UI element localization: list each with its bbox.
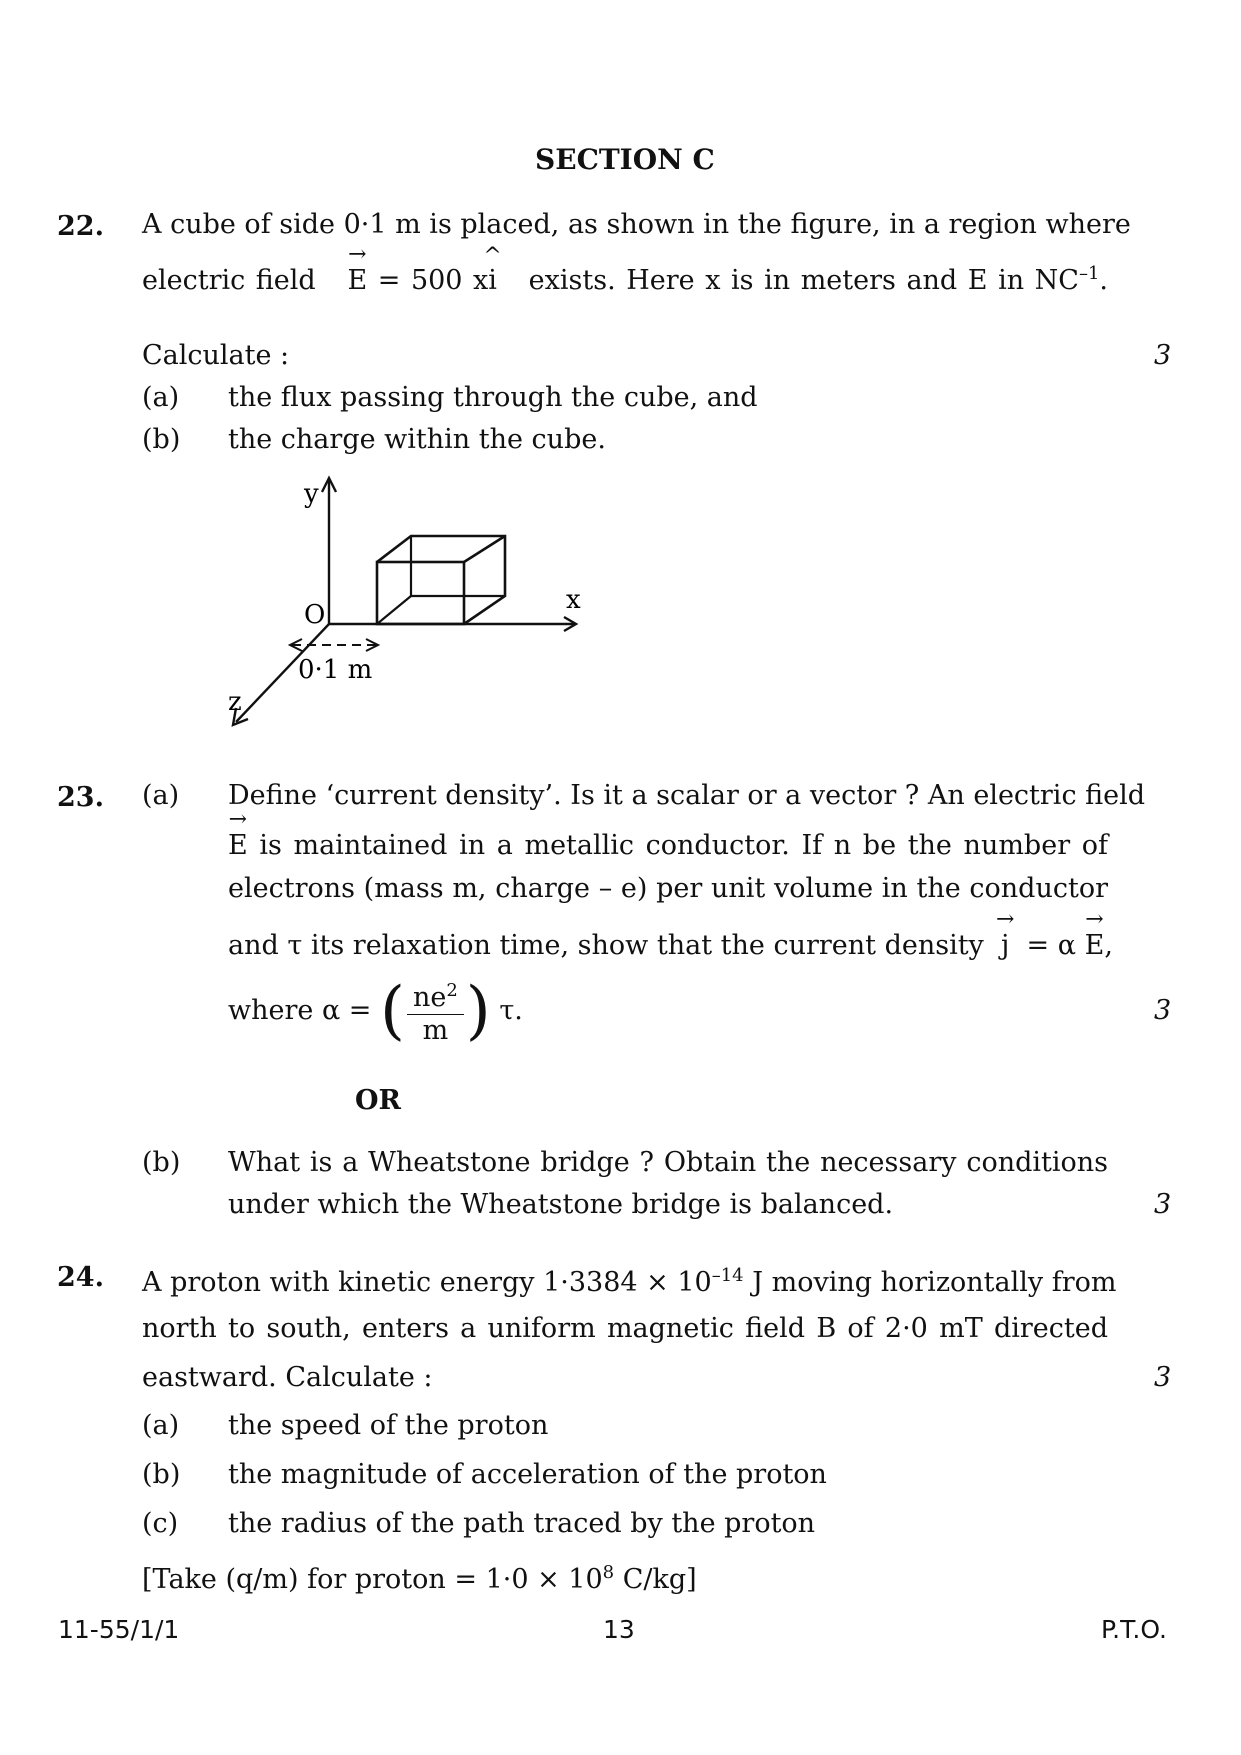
q24-part-b-text: the magnitude of acceleration of the proton <box>228 1459 827 1490</box>
vector-E: → E <box>228 807 248 861</box>
unit-vector-i: ^ i <box>483 244 502 296</box>
q23-a-line1: Define ‘current density’. Is it a scalar or a vector ? An electric field <box>228 780 1146 811</box>
q24-part-a-text: the speed of the proton <box>228 1410 549 1441</box>
dimension-label: 0·1 m <box>298 655 373 685</box>
q24-part-c-text: the radius of the path traced by the proton <box>228 1508 816 1539</box>
q22-line2: electric field → E = 500 x ^ i exists. Here x is in meters and E in $NC^{-1}$. <box>142 242 1108 296</box>
origin-label: O <box>304 600 326 630</box>
q24-marks: 3 <box>1154 1362 1172 1393</box>
cube-figure <box>200 460 620 730</box>
q23-a-line4: and τ its relaxation time, show that the current density → j = α → E, <box>228 907 1113 961</box>
q23-a-marks: 3 <box>1154 995 1172 1026</box>
q22-part-b-text: the charge within the cube. <box>228 424 606 455</box>
q24-take-note: [Take (q/m) for proton = $1\cdot 0 \times 10^8$ C/kg] <box>142 1562 697 1595</box>
q22-marks: 3 <box>1154 340 1172 371</box>
vector-E: → E <box>347 242 368 296</box>
q24-part-b-label: (b) <box>142 1459 181 1490</box>
fraction-ne2-over-m: $\frac{ne^2}{m}$ <box>407 975 464 1047</box>
q23-a-line5: where α = ( $\frac{ne^2}{m}$ ) τ. <box>228 974 523 1048</box>
y-axis-label: y <box>304 479 319 509</box>
q24-line3: eastward. Calculate : <box>142 1362 433 1393</box>
x-axis-label: x <box>566 585 581 615</box>
question-number-24: 24. <box>57 1262 104 1293</box>
q24-line1: A proton with kinetic energy $1\cdot 3384 \times 10^{-14}$ J moving horizontally from <box>142 1265 1117 1298</box>
q24-part-a-label: (a) <box>142 1410 180 1441</box>
footer-pto: P.T.O. <box>1101 1615 1167 1644</box>
q22-part-a-text: the flux passing through the cube, and <box>228 382 758 413</box>
q23-b-marks: 3 <box>1154 1189 1172 1220</box>
q23-b-line2: under which the Wheatstone bridge is balanced. <box>228 1189 894 1220</box>
q22-part-a-label: (a) <box>142 382 180 413</box>
footer-paper-code: 11-55/1/1 <box>58 1615 180 1644</box>
q24-line2: north to south, enters a uniform magnetic field B of 2·0 mT directed <box>142 1313 1108 1344</box>
q23-part-b-label: (b) <box>142 1147 181 1178</box>
q23-a-line2: → E is maintained in a metallic conductor. If n be the number of <box>228 807 1108 861</box>
section-title: SECTION C <box>535 143 715 176</box>
q23-or: OR <box>355 1085 401 1116</box>
q22-part-b-label: (b) <box>142 424 181 455</box>
q23-a-line3: electrons (mass m, charge – e) per unit volume in the conductor <box>228 873 1108 904</box>
question-number-23: 23. <box>57 782 104 813</box>
q23-part-a-label: (a) <box>142 780 180 811</box>
q22-line1: A cube of side 0·1 m is placed, as shown in the figure, in a region where <box>142 209 1131 240</box>
z-axis-label: z <box>228 687 242 717</box>
vector-E: → E <box>1084 907 1105 961</box>
vector-j: → j <box>995 907 1015 961</box>
question-number-22: 22. <box>57 211 104 242</box>
cube-front-face <box>377 562 464 624</box>
q24-part-c-label: (c) <box>142 1508 179 1539</box>
q23-b-line1: What is a Wheatstone bridge ? Obtain the necessary conditions <box>228 1147 1108 1178</box>
q22-calculate: Calculate : <box>142 340 290 371</box>
footer-page-number: 13 <box>603 1615 635 1644</box>
